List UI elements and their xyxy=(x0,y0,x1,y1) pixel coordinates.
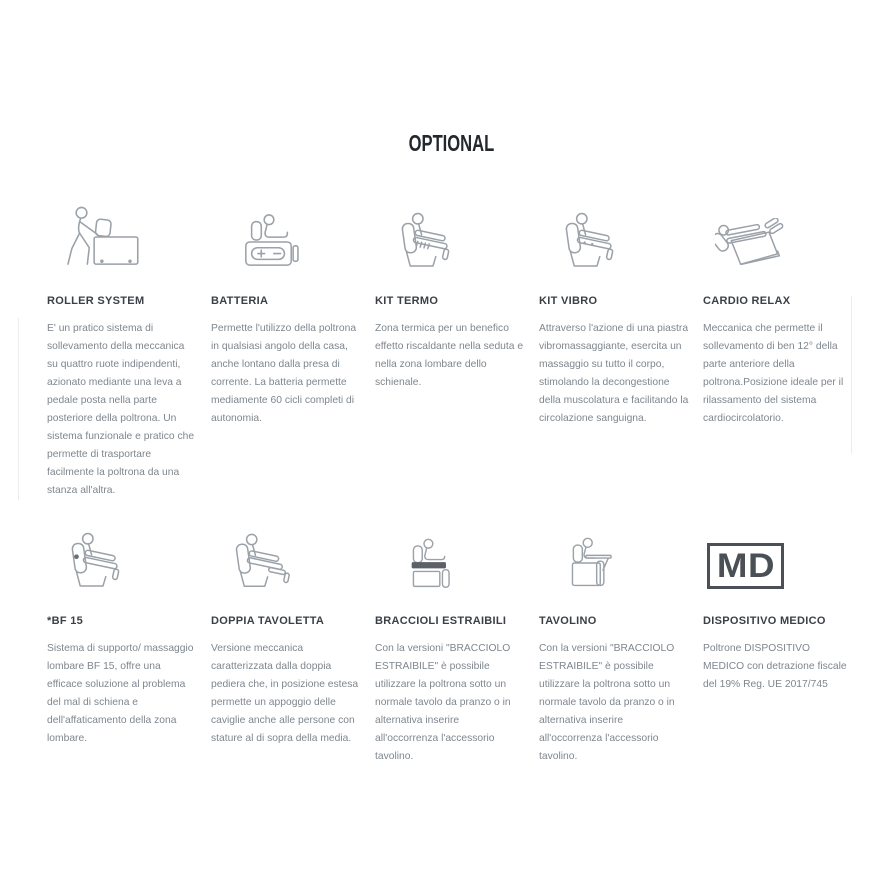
feature-description: Meccanica che permette il sollevamento di ben 12° della parte anteriore della poltrona.Posizione ideale per il rilassamento del sistema cardiocircolatorio. xyxy=(703,323,844,424)
feature-description: Sistema di supporto/ massaggio lombare BF 15, offre una efficace soluzione al problema del mal di schiena e dell'affaticamento della zona lombare. xyxy=(47,643,194,744)
feature-card-kit-termo xyxy=(375,204,525,500)
medical-device-md-logo xyxy=(707,543,784,589)
roller-system-icon xyxy=(55,205,141,269)
tilted-recliner-icon xyxy=(715,218,789,269)
feature-icon-box xyxy=(715,204,853,269)
feature-card-roller-system xyxy=(47,204,197,500)
md-logo-label: MD xyxy=(716,547,775,585)
feature-card-doppia-tavoletta xyxy=(211,524,361,766)
feature-card-cardio-relax xyxy=(703,204,853,500)
page-title: OPTIONAL xyxy=(408,130,494,156)
feature-icon-box xyxy=(566,524,689,589)
feature-icon-box xyxy=(233,524,361,589)
feature-card-tavolino xyxy=(539,524,689,766)
tray-table-chair-icon xyxy=(566,537,613,589)
removable-armrests-chair-icon xyxy=(402,538,453,589)
feature-description: Poltrone DISPOSITIVO MEDICO con detrazione fiscale del 19% Reg. UE 2017/745 xyxy=(703,643,847,690)
features-grid xyxy=(47,204,859,766)
feature-card-kit-vibro xyxy=(539,204,689,500)
feature-icon-box xyxy=(238,204,361,269)
feature-icon-box xyxy=(55,204,197,269)
feature-title: BATTERIA xyxy=(211,295,269,307)
feature-title: CARDIO RELAX xyxy=(703,295,791,307)
feature-title: KIT VIBRO xyxy=(539,295,598,307)
battery-chair-icon xyxy=(238,213,300,269)
feature-card-batteria xyxy=(211,204,361,500)
feature-title: KIT TERMO xyxy=(375,295,439,307)
feature-title: DISPOSITIVO MEDICO xyxy=(703,615,826,627)
feature-description: Zona termica per un benefico effetto riscaldante nella seduta e nella zona lombare dello schienale. xyxy=(375,323,524,388)
feature-card-bf15 xyxy=(47,524,197,766)
feature-description: Con la versioni "BRACCIOLO ESTRAIBILE" è possibile utilizzare la poltrona sotto un normale tavolo da pranzo o in alternativa inserire all'occorrenza l'accessorio tavolino. xyxy=(375,643,511,762)
feature-description: Con la versioni "BRACCIOLO ESTRAIBILE" è possibile utilizzare la poltrona sotto un normale tavolo da pranzo o in alternativa inserire all'occorrenza l'accessorio tavolino. xyxy=(539,643,675,762)
feature-icon-box xyxy=(397,204,525,269)
feature-icon-box xyxy=(67,524,197,589)
vibro-massage-recliner-icon xyxy=(561,212,614,269)
feature-description: E' un pratico sistema di sollevamento della meccanica su quattro ruote indipendenti, azionato mediante una leva a pedale posta nella parte posteriore della poltrona. Un sistema funzionale e pratico che permette di trasportare facilmente la poltrona da una stanza all'altra. xyxy=(47,323,195,496)
feature-description: Versione meccanica caratterizzata dalla doppia pediera che, in posizione estesa permette un appoggio delle caviglie anche alle persone con stature al di sopra della media. xyxy=(211,643,359,744)
feature-title: BRACCIOLI ESTRAIBILI xyxy=(375,615,507,627)
feature-description: Attraverso l'azione di una piastra vibromassaggiante, esercita un massaggio su tutto il corpo, stimolando la decongestione della muscolatura e facilitando la circolazione sanguigna. xyxy=(539,323,689,424)
lumbar-support-recliner-icon xyxy=(67,532,120,589)
feature-icon-box xyxy=(561,204,689,269)
feature-card-dispositivo-medico xyxy=(703,524,853,766)
feature-card-braccioli-estraibili xyxy=(375,524,525,766)
feature-description: Permette l'utilizzo della poltrona in qualsiasi angolo della casa, anche lontano dalla presa di corrente. La batteria permette mediamente 60 cicli completi di autonomia. xyxy=(211,323,357,424)
left-edge-divider xyxy=(18,318,19,500)
feature-icon-box xyxy=(402,524,525,589)
feature-icon-box xyxy=(707,524,853,589)
feature-title: TAVOLINO xyxy=(539,615,597,627)
feature-title: DOPPIA TAVOLETTA xyxy=(211,615,325,627)
feature-title: *BF 15 xyxy=(47,615,84,627)
double-footrest-recliner-icon xyxy=(233,533,291,589)
heated-recliner-icon xyxy=(397,212,450,269)
feature-title: ROLLER SYSTEM xyxy=(47,295,145,307)
